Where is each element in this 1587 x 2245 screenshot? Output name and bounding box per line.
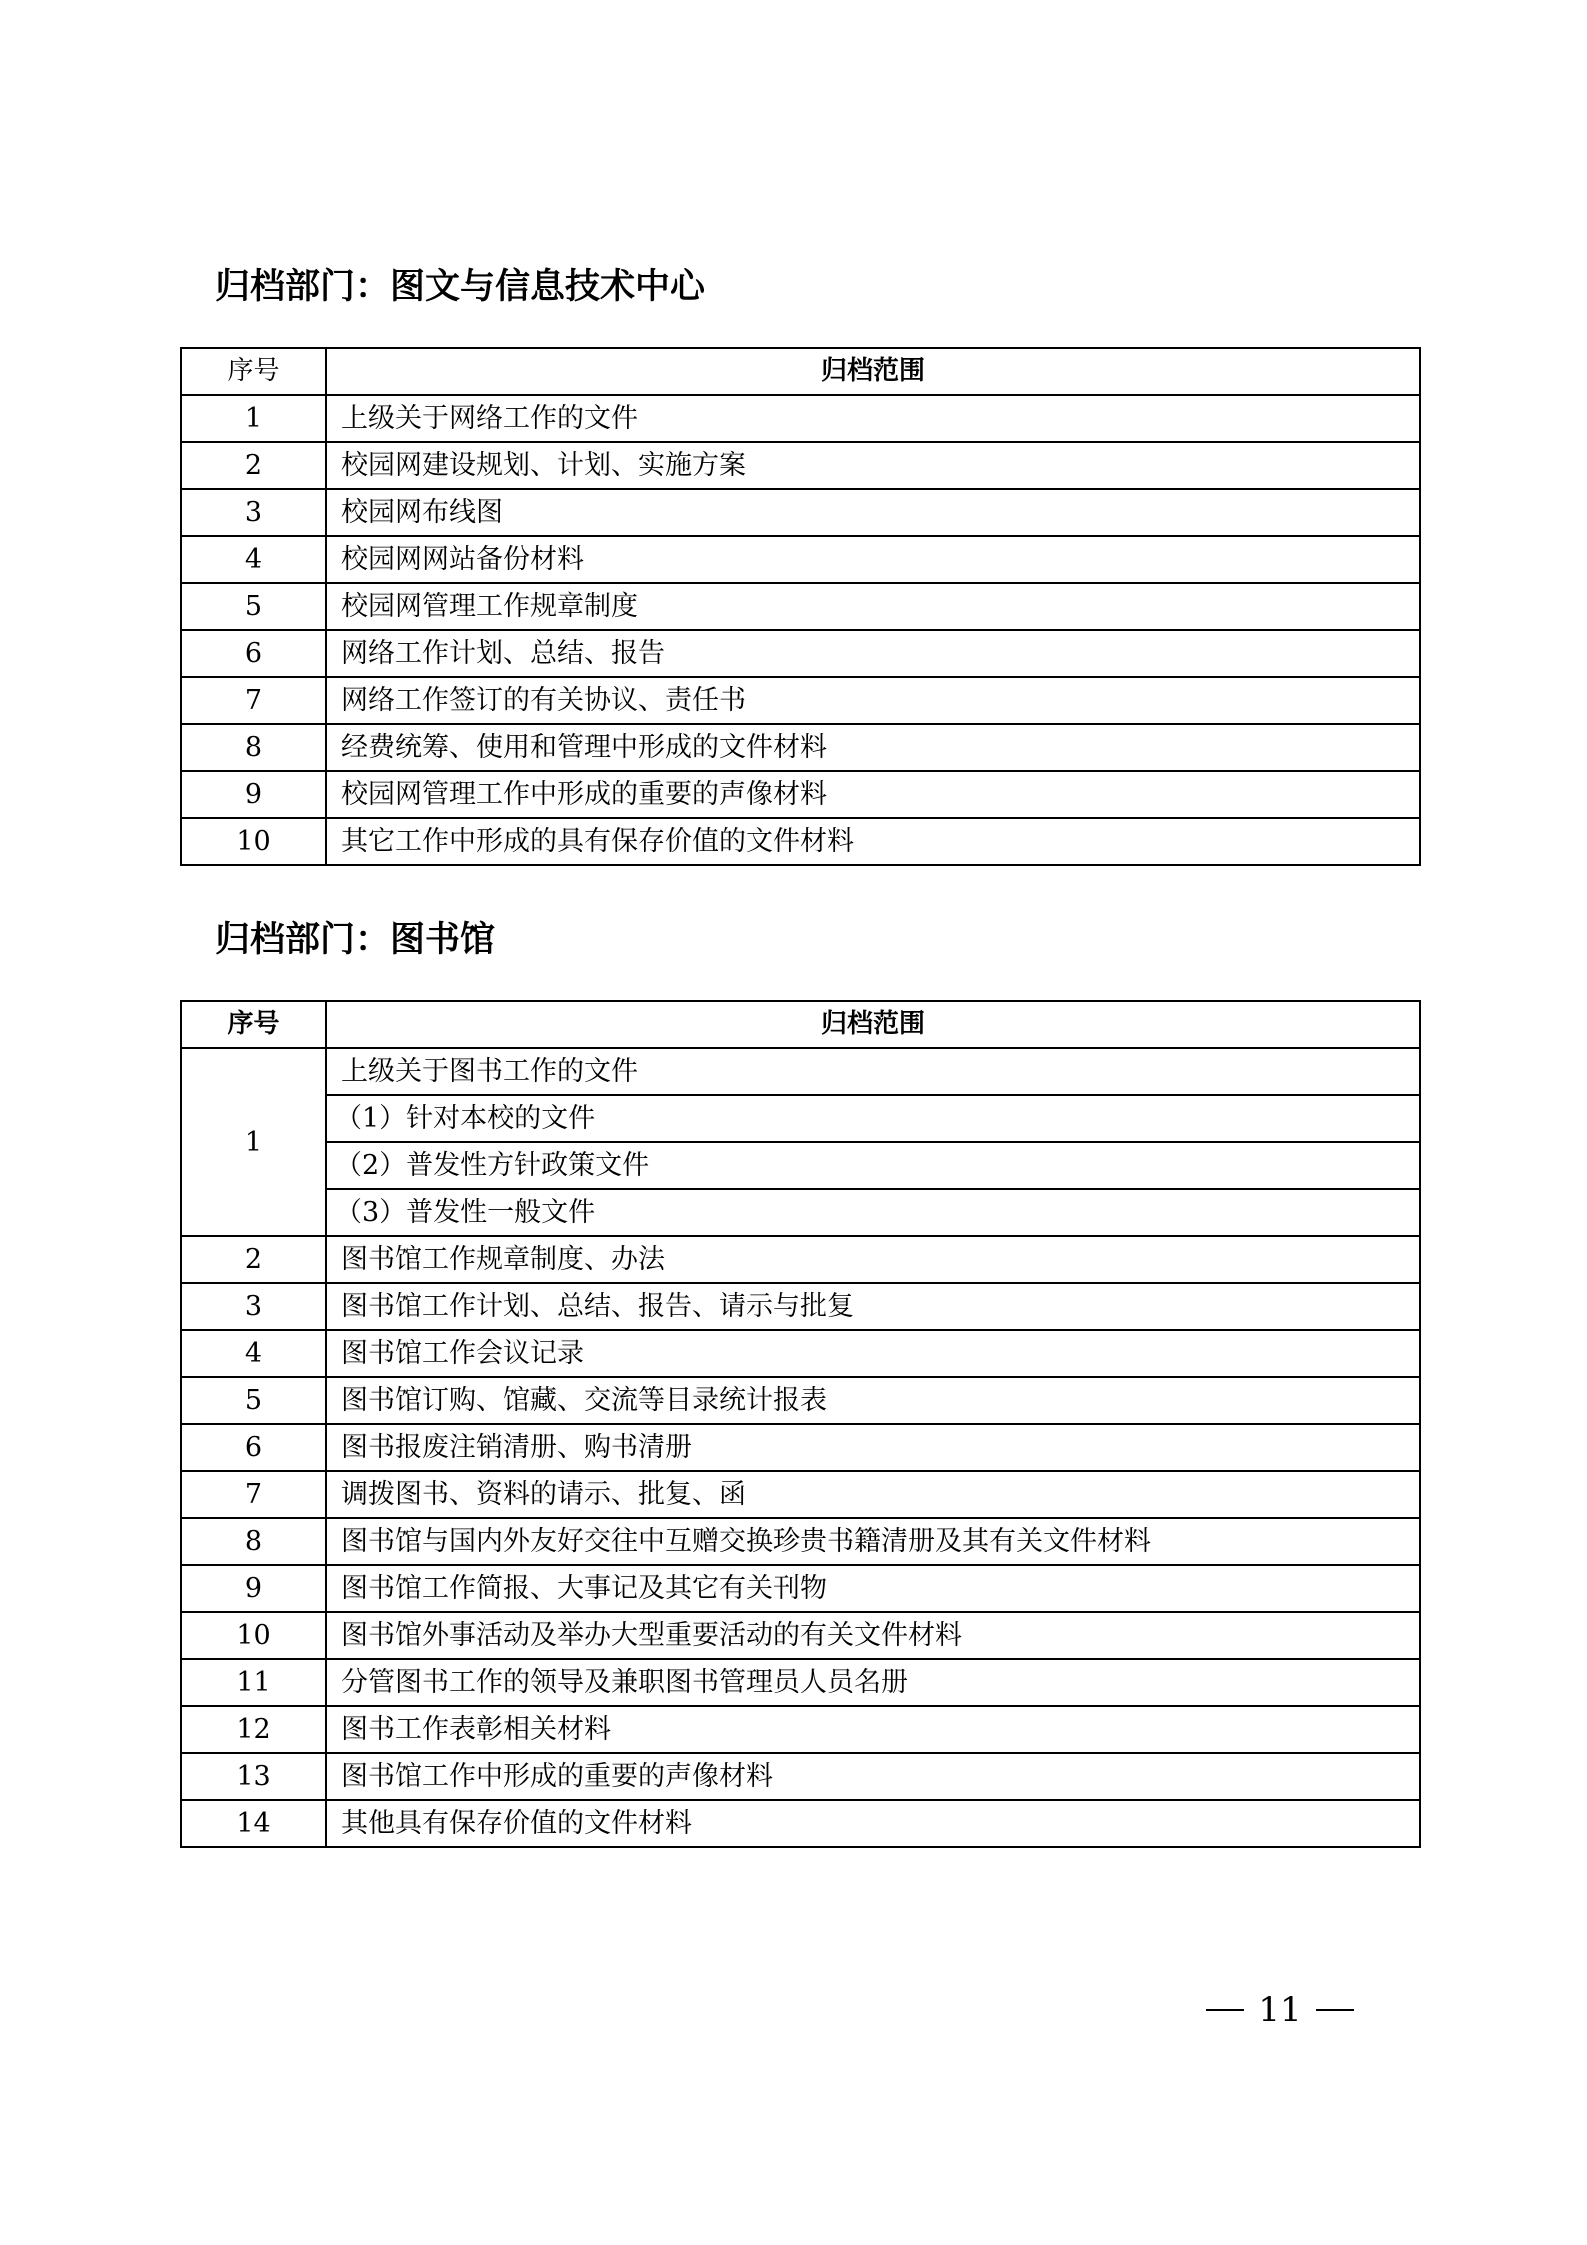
row-number: 5: [181, 583, 326, 630]
column-header-scope: 归档范围: [326, 1001, 1420, 1048]
section-heading-it-center: 归档部门：图文与信息技术中心: [215, 267, 706, 307]
row-number: 8: [181, 724, 326, 771]
table-row: [181, 1612, 1420, 1659]
table-row: [181, 1800, 1420, 1847]
row-scope: 图书馆工作规章制度、办法: [326, 1236, 1420, 1283]
footer-dash-left: [1206, 2009, 1244, 2011]
row-scope: 图书馆工作会议记录: [326, 1330, 1420, 1377]
archive-scope-table-it-center: [180, 347, 1421, 866]
row-scope: 图书馆工作简报、大事记及其它有关刊物: [326, 1565, 1420, 1612]
row-scope: 调拨图书、资料的请示、批复、函: [326, 1471, 1420, 1518]
archive-scope-table-library: [180, 1000, 1421, 1848]
row-number: 9: [181, 771, 326, 818]
row-scope: 网络工作计划、总结、报告: [326, 630, 1420, 677]
row-number: 7: [181, 1471, 326, 1518]
row-scope: 图书馆订购、馆藏、交流等目录统计报表: [326, 1377, 1420, 1424]
table-row: [181, 536, 1420, 583]
row-number: 14: [181, 1800, 326, 1847]
row-number: 10: [181, 818, 326, 865]
row-scope: 图书馆工作中形成的重要的声像材料: [326, 1753, 1420, 1800]
row-scope-sub-item: （3）普发性一般文件: [326, 1189, 1420, 1236]
table-header-row: [181, 1001, 1420, 1048]
table-row: [181, 1565, 1420, 1612]
table-row: [181, 1659, 1420, 1706]
table-row: [181, 1471, 1420, 1518]
row-scope: 上级关于网络工作的文件: [326, 395, 1420, 442]
row-scope: 图书报废注销清册、购书清册: [326, 1424, 1420, 1471]
row-scope: 校园网网站备份材料: [326, 536, 1420, 583]
row-number: 9: [181, 1565, 326, 1612]
row-number: 1: [181, 1048, 326, 1236]
table-header-row: [181, 348, 1420, 395]
column-header-scope: 归档范围: [326, 348, 1420, 395]
table-row: [181, 1753, 1420, 1800]
table-row: [181, 1330, 1420, 1377]
row-scope: 图书工作表彰相关材料: [326, 1706, 1420, 1753]
section-heading-library: 归档部门：图书馆: [215, 920, 496, 960]
row-scope: 经费统筹、使用和管理中形成的文件材料: [326, 724, 1420, 771]
table-row: [181, 1236, 1420, 1283]
row-number: 6: [181, 630, 326, 677]
row-scope: 分管图书工作的领导及兼职图书管理员人员名册: [326, 1659, 1420, 1706]
table-row: [181, 1518, 1420, 1565]
row-scope: 校园网布线图: [326, 489, 1420, 536]
row-number: 4: [181, 536, 326, 583]
row-number: 1: [181, 395, 326, 442]
table-row: [181, 489, 1420, 536]
row-number: 2: [181, 1236, 326, 1283]
column-header-no: 序号: [181, 1001, 326, 1048]
row-number: 3: [181, 1283, 326, 1330]
table-row: [181, 1377, 1420, 1424]
table-row: [181, 1048, 1420, 1095]
row-scope: 其它工作中形成的具有保存价值的文件材料: [326, 818, 1420, 865]
row-number: 4: [181, 1330, 326, 1377]
row-number: 2: [181, 442, 326, 489]
table-row: [181, 677, 1420, 724]
row-number: 5: [181, 1377, 326, 1424]
row-number: 10: [181, 1612, 326, 1659]
row-number: 6: [181, 1424, 326, 1471]
page-footer: [1190, 1985, 1370, 2035]
row-number: 3: [181, 489, 326, 536]
row-scope: 校园网管理工作中形成的重要的声像材料: [326, 771, 1420, 818]
row-scope: 网络工作签订的有关协议、责任书: [326, 677, 1420, 724]
footer-dash-right: [1316, 2009, 1354, 2011]
row-scope: 其他具有保存价值的文件材料: [326, 1800, 1420, 1847]
table-subrow: [181, 1189, 1420, 1236]
table-row: [181, 818, 1420, 865]
row-scope-sub-item: （2）普发性方针政策文件: [326, 1142, 1420, 1189]
row-scope: 校园网管理工作规章制度: [326, 583, 1420, 630]
table-row: [181, 1424, 1420, 1471]
table-row: [181, 1283, 1420, 1330]
page-number: 11: [1258, 1990, 1302, 2030]
row-number: 13: [181, 1753, 326, 1800]
table-row: [181, 395, 1420, 442]
row-scope: 校园网建设规划、计划、实施方案: [326, 442, 1420, 489]
table-row: [181, 442, 1420, 489]
row-number: 7: [181, 677, 326, 724]
table-subrow: [181, 1142, 1420, 1189]
row-number: 12: [181, 1706, 326, 1753]
table-row: [181, 1706, 1420, 1753]
row-scope-sub-item: （1）针对本校的文件: [326, 1095, 1420, 1142]
row-scope: 上级关于图书工作的文件: [326, 1048, 1420, 1095]
row-scope: 图书馆工作计划、总结、报告、请示与批复: [326, 1283, 1420, 1330]
table-subrow: [181, 1095, 1420, 1142]
row-scope: 图书馆外事活动及举办大型重要活动的有关文件材料: [326, 1612, 1420, 1659]
column-header-no: 序号: [181, 348, 326, 395]
table-row: [181, 630, 1420, 677]
row-number: 8: [181, 1518, 326, 1565]
table-row: [181, 724, 1420, 771]
row-number: 11: [181, 1659, 326, 1706]
row-scope: 图书馆与国内外友好交往中互赠交换珍贵书籍清册及其有关文件材料: [326, 1518, 1420, 1565]
table-row: [181, 583, 1420, 630]
table-row: [181, 771, 1420, 818]
